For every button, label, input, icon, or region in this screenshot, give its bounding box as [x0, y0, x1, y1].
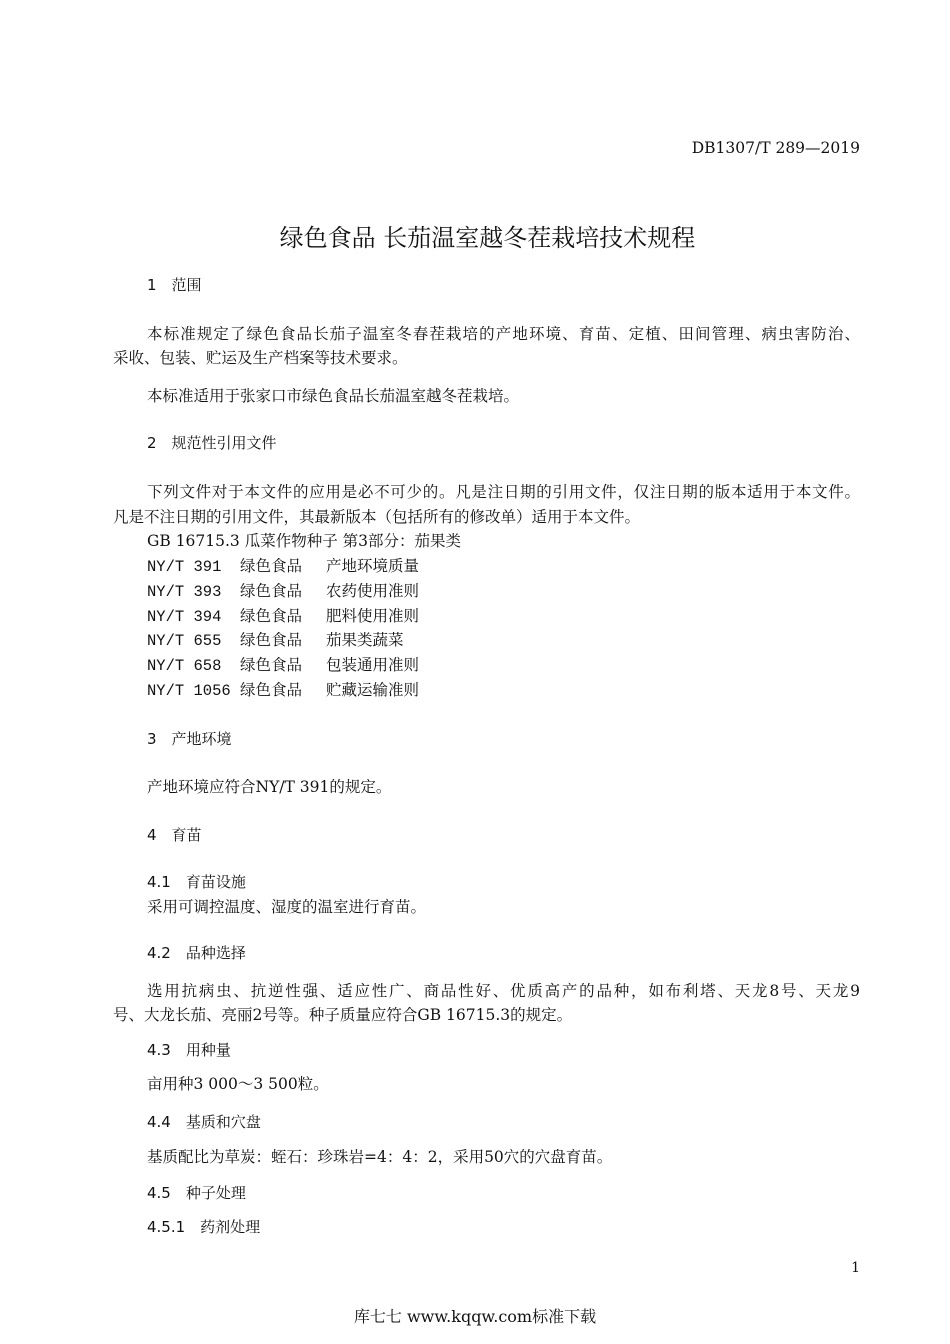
- scope-paragraph-line2: 采收、包装、贮运及生产档案等技术要求。: [113, 349, 408, 367]
- section-4-heading: 4 育苗: [147, 826, 202, 844]
- reference-prefix: 绿色食品: [240, 631, 303, 650]
- section-4-2-line2: 号、大龙长茄、亮丽2号等。种子质量应符合GB 16715.3的规定。: [113, 1006, 573, 1024]
- reference-code: NY/T 655: [147, 632, 222, 651]
- section-4-3-heading: 4.3 用种量: [147, 1041, 231, 1059]
- section-4-1-heading: 4.1 育苗设施: [147, 873, 246, 891]
- reference-prefix: 绿色食品: [240, 606, 303, 625]
- reference-title: 包装通用准则: [326, 656, 420, 675]
- reference-title: 肥料使用准则: [326, 606, 420, 625]
- section-4-1-paragraph: 采用可调控温度、湿度的温室进行育苗。: [147, 898, 427, 916]
- reference-code: NY/T 393: [147, 582, 222, 601]
- reference-item: [147, 655, 419, 676]
- reference-prefix: 绿色食品: [240, 557, 303, 575]
- reference-code: NY/T 658: [147, 657, 222, 676]
- section-3-heading: 3 产地环境: [147, 730, 232, 748]
- references-intro-line1: 下列文件对于本文件的应用是必不可少的。凡是注日期的引用文件，仅注日期的版本适用于本文件。: [147, 483, 860, 501]
- reference-prefix: 绿色食品: [240, 581, 303, 600]
- reference-code: NY/T 1056: [147, 682, 231, 700]
- section-2-heading: 2 规范性引用文件: [147, 434, 277, 452]
- reference-item: [147, 556, 419, 577]
- section-4-5-heading: 4.5 种子处理: [147, 1184, 246, 1202]
- section-4-2-line1: 选用抗病虫、抗逆性强、适应性广、商品性好、优质高产的品种，如布利塔、天龙8号、天龙9: [147, 982, 860, 1000]
- reference-item: [147, 606, 419, 627]
- document-title: 绿色食品 长茄温室越冬茬栽培技术规程: [279, 224, 696, 252]
- reference-prefix: 绿色食品: [240, 681, 303, 699]
- reference-item: [147, 680, 419, 701]
- reference-code: NY/T 391: [147, 558, 222, 576]
- reference-item: [147, 630, 404, 651]
- page-number: 1: [851, 1260, 860, 1276]
- section-4-3-paragraph: 亩用种3 000～3 500粒。: [147, 1075, 329, 1093]
- reference-item: [147, 581, 419, 602]
- reference-gb: GB 16715.3 瓜菜作物种子 第3部分：茄果类: [147, 532, 462, 550]
- section-4-5-1-heading: 4.5.1 药剂处理: [147, 1218, 261, 1236]
- reference-title: 贮藏运输准则: [326, 681, 420, 699]
- reference-prefix: 绿色食品: [240, 656, 303, 675]
- section-4-2-heading: 4.2 品种选择: [147, 944, 246, 962]
- reference-title: 农药使用准则: [326, 581, 420, 600]
- references-intro-line2: 凡是不注日期的引用文件，其最新版本（包括所有的修改单）适用于本文件。: [113, 508, 641, 526]
- section-1-heading: 1 范围: [147, 276, 202, 294]
- standard-number: DB1307/T 289—2019: [691, 139, 860, 157]
- reference-code: NY/T 394: [147, 607, 222, 626]
- section-4-4-paragraph: 基质配比为草炭：蛭石：珍珠岩=4：4：2，采用50穴的穴盘育苗。: [147, 1148, 613, 1166]
- section-4-4-heading: 4.4 基质和穴盘: [147, 1113, 261, 1131]
- reference-title: 茄果类蔬菜: [326, 631, 404, 650]
- reference-title: 产地环境质量: [326, 557, 420, 575]
- scope-applicability: 本标准适用于张家口市绿色食品长茄温室越冬茬栽培。: [147, 387, 520, 405]
- scope-paragraph-line1: 本标准规定了绿色食品长茄子温室冬春茬栽培的产地环境、育苗、定植、田间管理、病虫害防治、: [147, 325, 860, 343]
- environment-paragraph: 产地环境应符合NY/T 391的规定。: [147, 778, 392, 796]
- footer-watermark: 库七七 www.kqqw.com标准下载: [353, 1307, 597, 1326]
